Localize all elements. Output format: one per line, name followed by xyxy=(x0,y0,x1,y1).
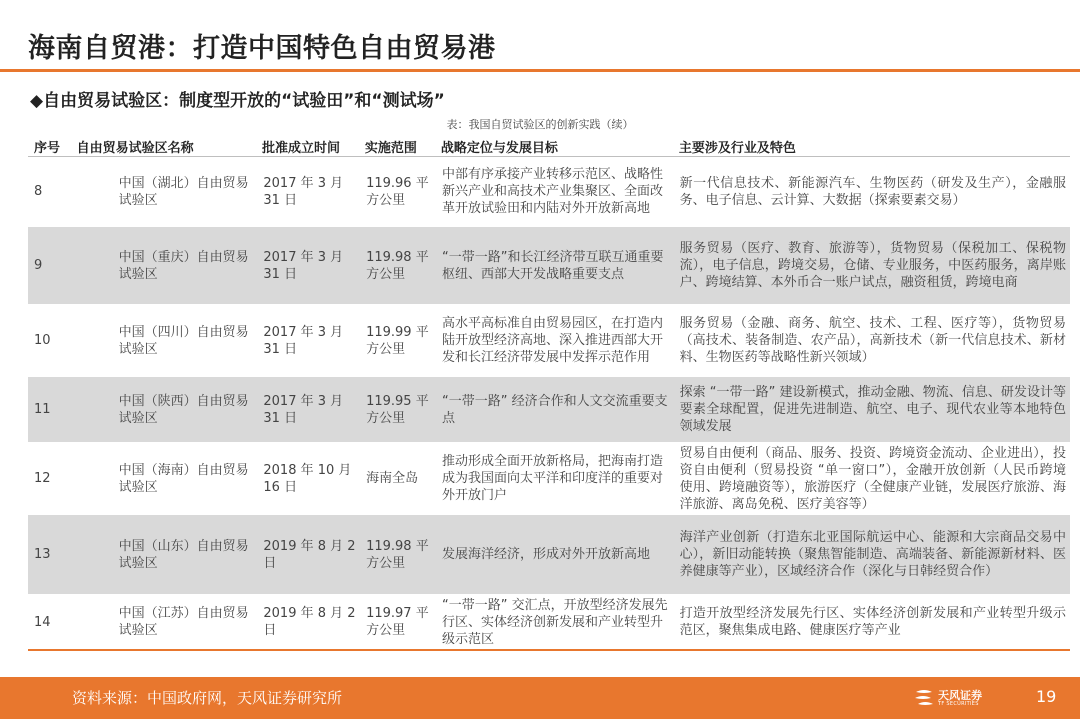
cell-positioning: “一带一路” 经济合作和人文交流重要支点 xyxy=(442,393,668,426)
cell-no: 14 xyxy=(34,614,51,630)
cell-date: 2017 年 3 月 31 日 xyxy=(263,249,344,282)
wind-logo-icon xyxy=(912,686,936,710)
cell-date: 2017 年 3 月 31 日 xyxy=(263,324,344,357)
cell-name: 中国（江苏）自由贸易试验区 xyxy=(118,606,249,638)
table-row xyxy=(28,515,1070,595)
cell-no: 9 xyxy=(34,258,43,273)
footer-bar xyxy=(0,677,1080,719)
cell-industries: 海洋产业创新（打造东北亚国际航运中心、能源和大宗商品交易中心），新旧动能转换（聚焦智能制造、高端装备、新能源新材料、医养健康等产业），区域经济合作（深化与日韩经贸合作） xyxy=(679,530,1066,579)
column-header-positioning: 战略定位与发展目标 xyxy=(440,141,558,156)
cell-name: 中国（陕西）自由贸易试验区 xyxy=(118,393,249,426)
cell-area: 119.98 平方公里 xyxy=(366,249,429,282)
cell-area: 119.98 平方公里 xyxy=(366,538,429,571)
cell-positioning: “一带一路”和长江经济带互联互通重要枢纽、西部大开发战略重要支点 xyxy=(442,249,664,282)
cell-date: 2019 年 8 月 2 日 xyxy=(263,538,356,571)
column-header-area: 实施范围 xyxy=(364,141,417,156)
cell-area: 119.99 平方公里 xyxy=(366,324,429,357)
company-logo xyxy=(912,684,982,712)
column-header-name: 自由贸易试验区名称 xyxy=(76,141,194,156)
table-row xyxy=(28,443,1070,515)
column-header-date: 批准成立时间 xyxy=(261,141,340,156)
cell-name: 中国（湖北）自由贸易试验区 xyxy=(118,175,249,208)
cell-area: 119.95 平方公里 xyxy=(366,393,429,426)
cell-no: 12 xyxy=(34,471,51,486)
cell-industries: 探索 “一带一路” 建设新模式，推动金融、物流、信息、研发设计等要素全球配置，促进先进制造、航空、电子、现代农业等本地特色领域发展 xyxy=(679,385,1066,434)
cell-name: 中国（四川）自由贸易试验区 xyxy=(118,324,249,357)
title-rule xyxy=(0,69,1080,72)
section-heading: ◆自由贸易试验区：制度型开放的“试验田”和“测试场” xyxy=(30,91,445,111)
table-row xyxy=(28,377,1070,443)
cell-area: 海南全岛 xyxy=(366,471,419,486)
cell-date: 2019 年 8 月 2 日 xyxy=(263,606,356,638)
cell-positioning: “一带一路” 交汇点，开放型经济发展先行区、实体经济创新发展和产业转型升级示范区 xyxy=(442,597,668,647)
cell-date: 2017 年 3 月 31 日 xyxy=(263,175,344,208)
cell-no: 8 xyxy=(34,184,43,199)
cell-industries: 服务贸易（金融、商务、航空、技术、工程、医疗等），货物贸易（高技术、装备制造、农产品），高新技术（新一代信息技术、新材料、生物医药等战略性新兴领域） xyxy=(679,316,1066,365)
cell-name: 中国（重庆）自由贸易试验区 xyxy=(118,249,249,282)
logo-text: 天风证券 xyxy=(938,689,982,702)
cell-positioning: 推动形成全面开放新格局，把海南打造成为我国面向太平洋和印度洋的重要对外开放门户 xyxy=(442,454,664,503)
innovation-table xyxy=(28,137,1070,651)
cell-name: 中国（海南）自由贸易试验区 xyxy=(118,462,249,495)
cell-date: 2017 年 3 月 31 日 xyxy=(263,393,344,426)
page-title: 海南自贸港：打造中国特色自由贸易港 xyxy=(28,33,496,64)
cell-industries: 新一代信息技术、新能源汽车、生物医药（研发及生产），金融服务、电子信息、云计算、大数据（探索要素交易） xyxy=(679,175,1066,208)
cell-positioning: 高水平高标准自由贸易园区，在打造内陆开放型经济高地、深入推进西部大开发和长江经济带发展中发挥示范作用 xyxy=(442,316,664,365)
cell-no: 13 xyxy=(34,547,51,562)
table-row xyxy=(28,157,1070,227)
column-header-industries: 主要涉及行业及特色 xyxy=(678,141,796,156)
cell-industries: 打造开放型经济发展先行区、实体经济创新发展和产业转型升级示范区，聚焦集成电路、健康医疗等产业 xyxy=(679,606,1066,638)
cell-positioning: 发展海洋经济，形成对外开放新高地 xyxy=(442,547,651,562)
table-header xyxy=(28,137,1070,157)
cell-industries: 服务贸易（医疗、教育、旅游等），货物贸易（保税加工、保税物流），电子信息，跨境交易，仓储、专业服务，中医药服务，离岸账户、跨境结算、本外币合一账户试点，融资租赁，跨境电商 xyxy=(679,241,1066,290)
source-note: 资料来源：中国政府网，天风证券研究所 xyxy=(72,689,343,707)
table-row xyxy=(28,305,1070,377)
logo-subtext: TF SECURITIES xyxy=(938,701,979,707)
cell-date: 2018 年 10 月 16 日 xyxy=(263,462,352,495)
column-header-no: 序号 xyxy=(34,141,61,156)
cell-area: 119.96 平方公里 xyxy=(366,175,429,208)
cell-positioning: 中部有序承接产业转移示范区、战略性新兴产业和高技术产业集聚区、全面改革开放试验田和内陆对外开放新高地 xyxy=(442,167,664,216)
cell-industries: 贸易自由便利（商品、服务、投资、跨境资金流动、企业进出），投资自由便利（贸易投资 “单一窗口”），金融开放创新（人民币跨境使用、跨境融资等），旅游医疗（全健康产业链，发展医疗旅游、海洋旅游、离岛免税、医疗美容等） xyxy=(679,445,1066,512)
page-number: 19 xyxy=(1036,687,1057,706)
cell-no: 10 xyxy=(34,333,51,348)
cell-no: 11 xyxy=(34,402,51,417)
cell-name: 中国（山东）自由贸易试验区 xyxy=(118,538,249,571)
table-row xyxy=(28,227,1070,305)
table-caption: 表：我国自贸试验区的创新实践（续） xyxy=(446,118,634,131)
cell-area: 119.97 平方公里 xyxy=(366,606,429,638)
table-row xyxy=(28,595,1070,651)
